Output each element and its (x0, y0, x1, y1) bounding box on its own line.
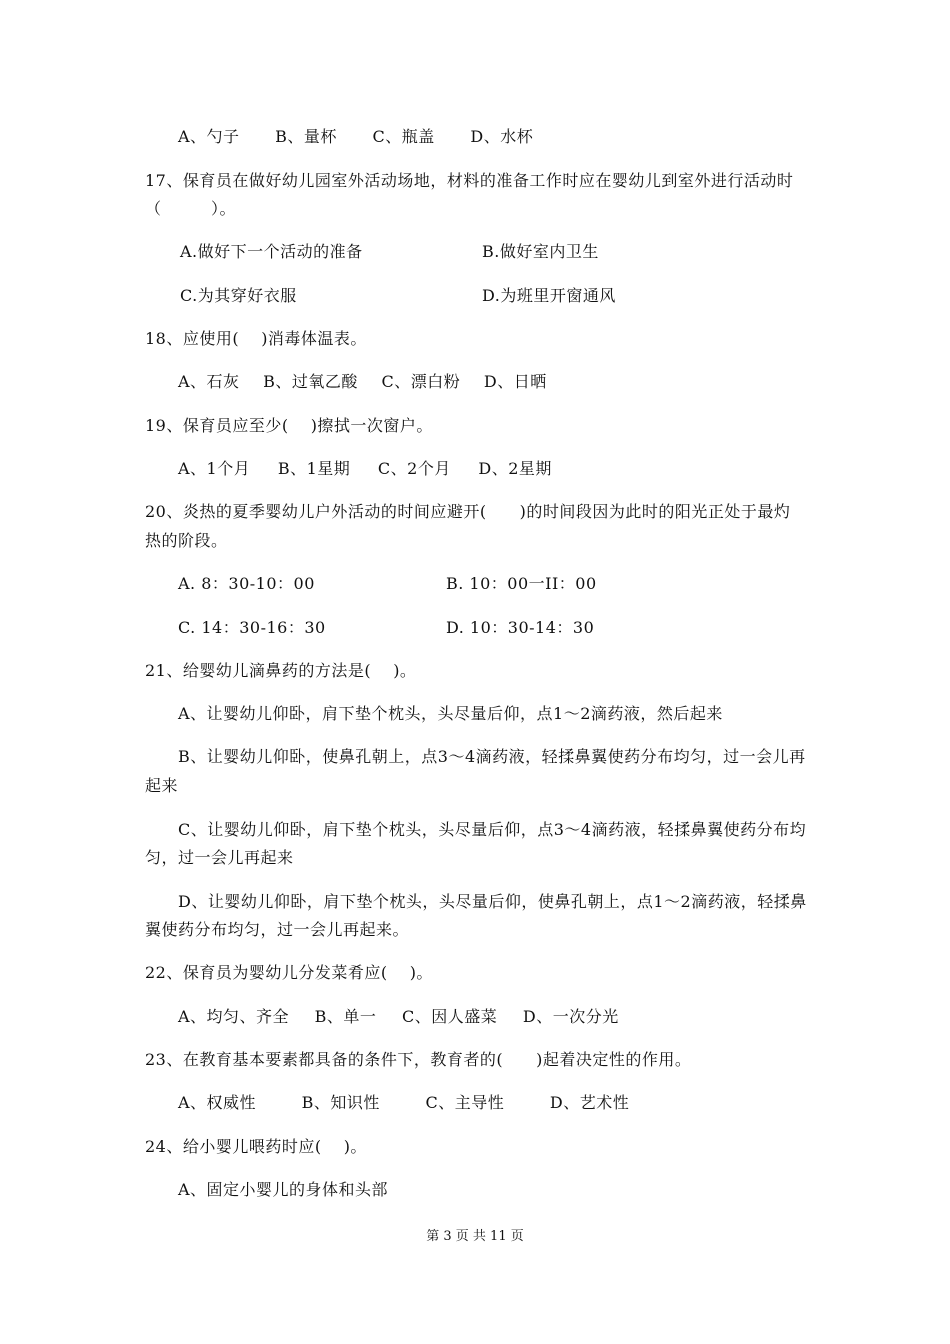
q21-option-d: D、让婴幼儿仰卧，肩下垫个枕头，头尽量后仰，使鼻孔朝上，点1～2滴药液，轻揉鼻 (178, 892, 807, 911)
q20-option-a: A. 8：30-10：00 (178, 574, 315, 593)
q20-option-c: C. 14：30-16：30 (178, 618, 326, 637)
q17-question-cont: （ ）。 (145, 199, 237, 218)
q16-options (178, 127, 533, 147)
q23-question: 23、在教育基本要素都具备的条件下，教育者的( )起着决定性的作用。 (145, 1050, 692, 1069)
q20-question-cont: 热的阶段。 (145, 531, 228, 550)
q19-question: 19、保育员应至少( )擦拭一次窗户。 (145, 416, 433, 435)
q19-option-b: B、1星期 (277, 459, 351, 478)
q21-option-c: C、让婴幼儿仰卧，肩下垫个枕头，头尽量后仰，点3～4滴药液，轻揉鼻翼使药分布均 (178, 820, 807, 839)
q21-option-a: A、让婴幼儿仰卧，肩下垫个枕头，头尽量后仰，点1～2滴药液，然后起来 (178, 704, 723, 723)
q16-option-d: D、水杯 (470, 127, 534, 146)
q19-option-d: D、2星期 (478, 459, 552, 478)
q18-option-a: A、石灰 (178, 372, 240, 391)
q24-option-a: A、固定小婴儿的身体和头部 (178, 1180, 389, 1199)
q22-question: 22、保育员为婴幼儿分发菜肴应( )。 (145, 963, 433, 982)
q20-question: 20、炎热的夏季婴幼儿户外活动的时间应避开( )的时间段因为此时的阳光正处于最灼 (145, 502, 791, 521)
q23-option-b: B、知识性 (301, 1093, 380, 1112)
q19-option-c: C、2个月 (377, 459, 451, 478)
q19-option-a: A、1个月 (178, 459, 251, 478)
q19-options (178, 459, 552, 479)
q24-question: 24、给小婴儿喂药时应( )。 (145, 1137, 367, 1156)
q21-option-b-cont: 起来 (145, 776, 179, 795)
q23-option-a: A、权威性 (178, 1093, 257, 1112)
q18-option-d: D、日晒 (483, 372, 547, 391)
q22-option-b: B、单一 (314, 1007, 377, 1026)
q22-options (178, 1007, 619, 1027)
q21-question: 21、给婴幼儿滴鼻药的方法是( )。 (145, 661, 417, 680)
q16-option-a: A、勺子 (178, 127, 240, 146)
q18-option-c: C、漂白粉 (381, 372, 461, 391)
q20-option-d: D. 10：30-14：30 (446, 618, 595, 637)
q21-option-c-cont: 匀，过一会儿再起来 (145, 848, 294, 867)
q20-option-b: B. 10：00一II：00 (446, 574, 597, 593)
q17-option-c: C.为其穿好衣服 (180, 286, 297, 305)
q18-option-b: B、过氧乙酸 (263, 372, 358, 391)
page-footer: 第 3 页 共 11 页 (426, 1229, 524, 1244)
q17-question: 17、保育员在做好幼儿园室外活动场地，材料的准备工作时应在婴幼儿到室外进行活动时 (145, 171, 794, 190)
q22-option-a: A、均匀、齐全 (178, 1007, 290, 1026)
q17-option-b: B.做好室内卫生 (482, 242, 599, 261)
q16-option-b: B、量杯 (275, 127, 337, 146)
q18-question: 18、应使用( )消毒体温表。 (145, 329, 367, 348)
q21-option-d-cont: 翼使药分布均匀，过一会儿再起来。 (145, 920, 410, 939)
q23-options (178, 1093, 629, 1113)
q18-options (178, 372, 547, 392)
q21-option-b: B、让婴幼儿仰卧，使鼻孔朝上，点3～4滴药液，轻揉鼻翼使药分布均匀，过一会儿再 (178, 747, 806, 766)
q23-option-d: D、艺术性 (549, 1093, 630, 1112)
q17-option-d: D.为班里开窗通风 (482, 286, 616, 305)
q22-option-c: C、因人盛菜 (402, 1007, 498, 1026)
q22-option-d: D、一次分光 (522, 1007, 619, 1026)
q17-option-a: A.做好下一个活动的准备 (180, 242, 363, 261)
q16-option-c: C、瓶盖 (372, 127, 435, 146)
q23-option-c: C、主导性 (425, 1093, 505, 1112)
